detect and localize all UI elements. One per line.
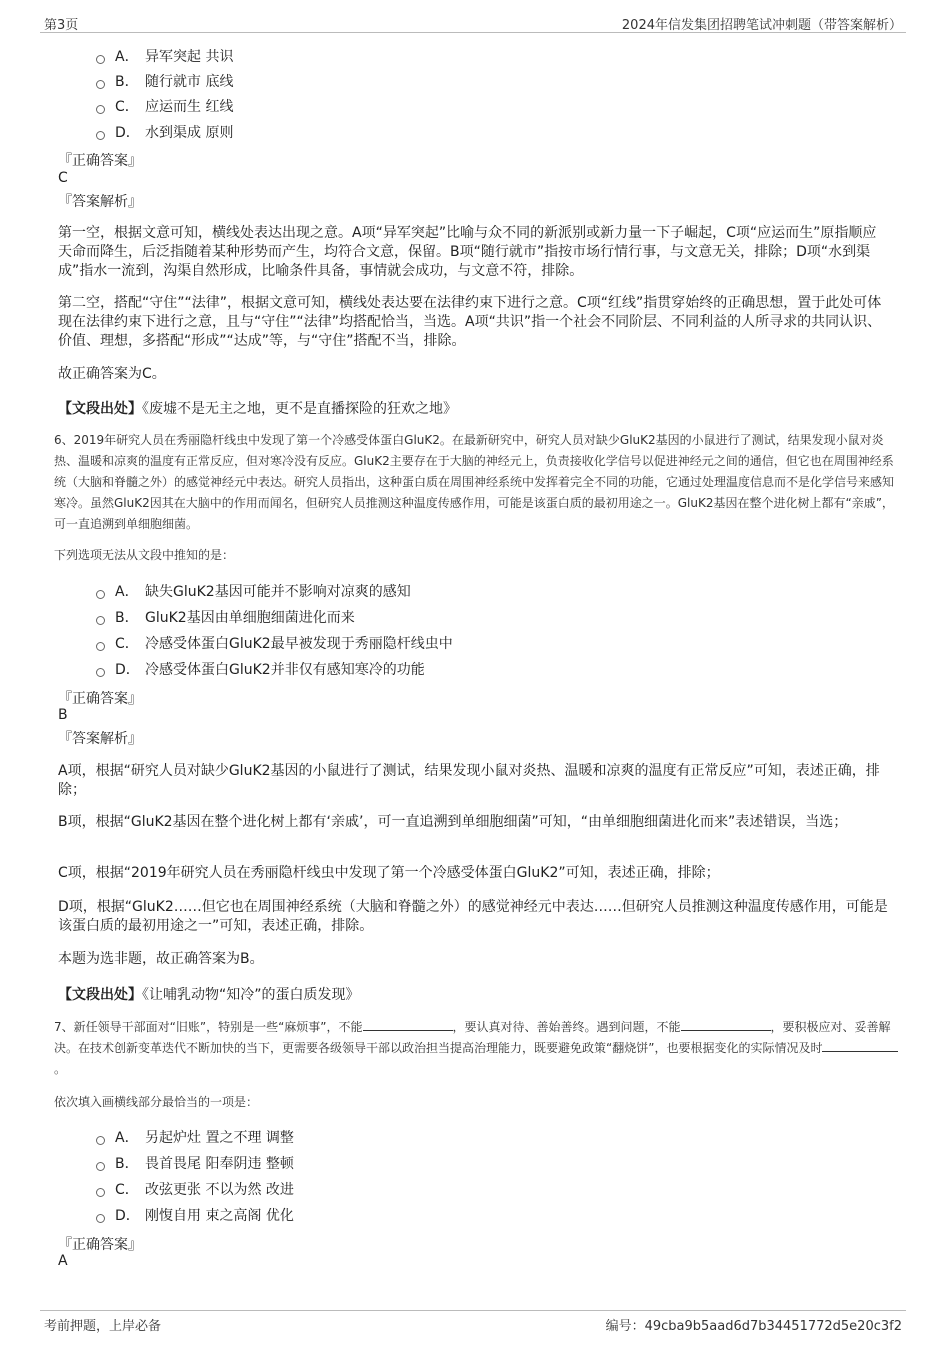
source-tag: 【文段出处】 <box>58 401 142 417</box>
radio-icon[interactable] <box>96 55 105 64</box>
source-tag: 【文段出处】 <box>58 987 142 1003</box>
q5-option-c[interactable]: C． 应运而生 红线 <box>96 96 233 116</box>
q7-stem: 7、新任领导干部面对“旧账”，特别是一些“麻烦事”，不能 ，要认真对待、善始善终。遇到问题，不能 ，要积极应对、妥善解决。在技术创新变革迭代不断加快的当下，更需要各级领导干部以政治担当提高治理能力，既要避免政策“翻烧饼”，也要根据变化的实际情况及时。 <box>54 1017 900 1080</box>
q5-option-a[interactable]: A． 异军突起 共识 <box>96 46 233 66</box>
q5-analysis-1: 第一空，根据文意可知，横线处表达出现之意。A项“异军突起”比喻与众不同的新派别或新力量一下子崛起，C项“应运而生”原指顺应天命而降生，后泛指随着某种形势而产生，均符合文意，保留。B项“随行就市”指按市场行情行事，与文意无关，排除；D项“水到渠成”指水一流到，沟渠自然形成，比喻条件具备，事情就会成功，与文意不符，排除。 <box>58 225 877 279</box>
q7-answer: A <box>58 1253 68 1269</box>
radio-icon[interactable] <box>96 1162 105 1171</box>
radio-icon[interactable] <box>96 131 105 140</box>
q6-analysis-conclusion: 本题为选非题，故正确答案为B。 <box>58 951 264 967</box>
q5-analysis-2: 第二空，搭配“守住”“法律”，根据文意可知，横线处表达要在法律约束下进行之意。C项“红线”指贯穿始终的正确思想，置于此处可体现在法律约束下进行之意，且与“守住”“法律”均搭配恰当，当选。A项“共识”指一个社会不同阶层、不同利益的人所寻求的共同认识、价值、理想，多搭配“形成”“达成”等，与“守住”搭配不当，排除。 <box>58 295 882 349</box>
radio-icon[interactable] <box>96 642 105 651</box>
q7-option-d[interactable]: D． 刚愎自用 束之高阁 优化 <box>96 1205 294 1225</box>
radio-icon[interactable] <box>96 1214 105 1223</box>
q7-prompt: 依次填入画横线部分最恰当的一项是： <box>54 1095 259 1109</box>
q6-stem: 6、2019年研究人员在秀丽隐杆线虫中发现了第一个冷感受体蛋白GluK2。在最新研究中，研究人员对缺少GluK2基因的小鼠进行了测试，结果发现小鼠对炎热、温暖和凉爽的温度有正常反应，但对寒冷没有反应。GluK2主要存在于大脑的神经元上，负责接收化学信号以促进神经元之间的通信，但它也在周围神经系统（大脑和脊髓之外）的感觉神经元中表达。研究人员指出，这种蛋白质在周围神经系统中发挥着完全不同的功能，它通过处理温度信息而不是化学信号来感知寒冷。虽然GluK2因其在大脑中的作用而闻名，但研究人员推测这种温度传感作用，可能是该蛋白质的最初用途之一。GluK2基因在整个进化树上都有“亲戚”，可一直追溯到单细胞细菌。 <box>54 433 895 531</box>
q6-answer: B <box>58 707 68 723</box>
q7-option-b[interactable]: B． 畏首畏尾 阳奉阴违 整顿 <box>96 1153 294 1173</box>
q7-option-c[interactable]: C． 改弦更张 不以为然 改进 <box>96 1179 294 1199</box>
radio-icon[interactable] <box>96 1136 105 1145</box>
q5-source-title: 《废墟不是无主之地，更不是直播探险的狂欢之地》 <box>142 401 457 417</box>
q6-option-a[interactable]: A． 缺失GluK2基因可能并不影响对凉爽的感知 <box>96 581 411 601</box>
radio-icon[interactable] <box>96 105 105 114</box>
q6-analysis-d: D项，根据“GluK2……但它也在周围神经系统（大脑和脊髓之外）的感觉神经元中表达……但研究人员推测这种温度传感作用，可能是该蛋白质的最初用途之一”可知，表述正确，排除。 <box>58 899 888 934</box>
q6-option-d[interactable]: D． 冷感受体蛋白GluK2并非仅有感知寒冷的功能 <box>96 659 425 679</box>
analysis-label: 『答案解析』 <box>58 194 142 210</box>
answer-label: 『正确答案』 <box>58 153 142 169</box>
q7-option-a[interactable]: A． 另起炉灶 置之不理 调整 <box>96 1127 294 1147</box>
q5-option-b[interactable]: B． 随行就市 底线 <box>96 71 233 91</box>
radio-icon[interactable] <box>96 80 105 89</box>
answer-label: 『正确答案』 <box>58 691 142 707</box>
answer-label: 『正确答案』 <box>58 1237 142 1253</box>
document-id: 编号：49cba9b5aad6d7b34451772d5e20c3f2 <box>605 1319 902 1334</box>
q6-analysis-b: B项，根据“GluK2基因在整个进化树上都有‘亲戚’，可一直追溯到单细胞细菌”可知，“由单细胞细菌进化而来”表述错误，当选； <box>58 814 848 830</box>
radio-icon[interactable] <box>96 1188 105 1197</box>
q6-option-b[interactable]: B． GluK2基因由单细胞细菌进化而来 <box>96 607 355 627</box>
page-header <box>40 10 906 33</box>
q6-source <box>58 984 360 1004</box>
q6-prompt: 下列选项无法从文段中推知的是： <box>54 548 235 562</box>
analysis-label: 『答案解析』 <box>58 731 142 747</box>
document-title: 2024年信发集团招聘笔试冲刺题（带答案解析） <box>621 18 902 33</box>
radio-icon[interactable] <box>96 590 105 599</box>
fill-blank-1 <box>363 1018 453 1031</box>
q5-option-d[interactable]: D． 水到渠成 原则 <box>96 122 233 142</box>
fill-blank-3 <box>822 1039 898 1052</box>
q6-analysis-c: C项，根据“2019年研究人员在秀丽隐杆线虫中发现了第一个冷感受体蛋白GluK2”可知，表述正确，排除； <box>58 865 720 881</box>
footer-slogan: 考前押题，上岸必备 <box>44 1319 162 1334</box>
q5-answer: C <box>58 170 68 186</box>
page-footer <box>40 1310 906 1335</box>
q5-analysis-3: 故正确答案为C。 <box>58 366 166 382</box>
fill-blank-2 <box>681 1018 771 1031</box>
q6-option-c[interactable]: C． 冷感受体蛋白GluK2最早被发现于秀丽隐杆线虫中 <box>96 633 453 653</box>
radio-icon[interactable] <box>96 668 105 677</box>
q6-analysis-a: A项，根据“研究人员对缺少GluK2基因的小鼠进行了测试，结果发现小鼠对炎热、温暖和凉爽的温度有正常反应”可知，表述正确，排除； <box>58 763 880 798</box>
q5-source <box>58 398 457 418</box>
q6-source-title: 《让哺乳动物“知冷”的蛋白质发现》 <box>142 987 360 1003</box>
page-number: 第3页 <box>44 18 79 33</box>
radio-icon[interactable] <box>96 616 105 625</box>
